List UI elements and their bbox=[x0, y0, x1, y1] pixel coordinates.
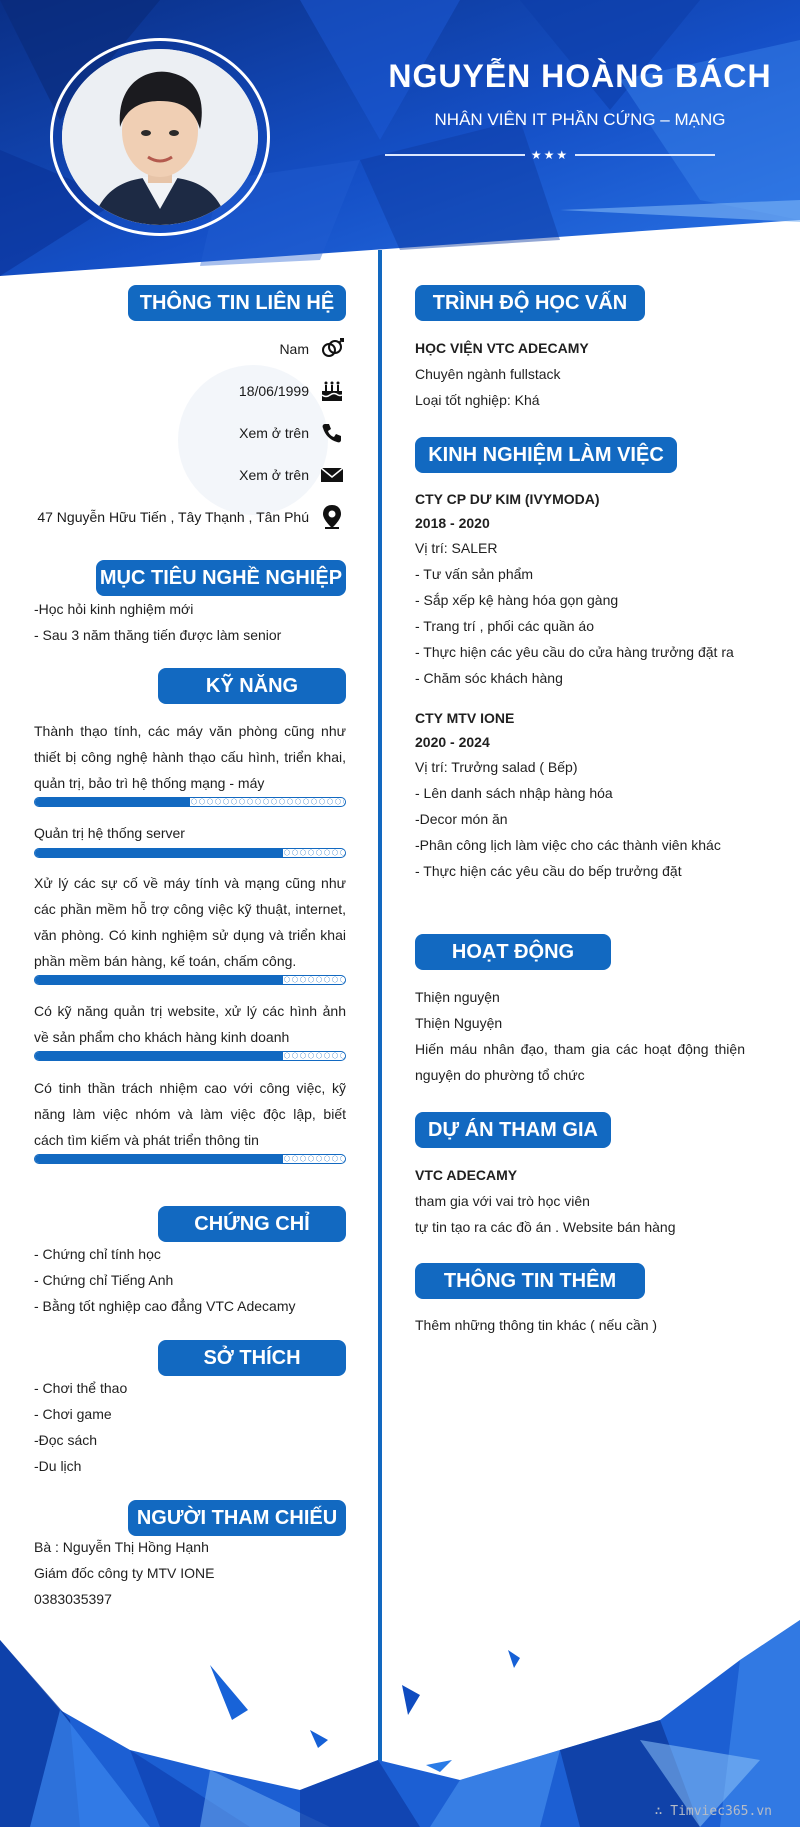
skill-fill bbox=[35, 1052, 283, 1060]
skill-text: Có tinh thần trách nhiệm cao với công việc, kỹ năng làm việc nhóm và làm việc độc lập, biết cách tìm kiếm và phát triển thông tin bbox=[34, 1080, 346, 1148]
candidate-name: NGUYỄN HOÀNG BÁCH bbox=[388, 58, 772, 94]
section-heading-education: TRÌNH ĐỘ HỌC VẤN bbox=[415, 285, 645, 321]
job-line: - Thực hiện các yêu cầu do cửa hàng trưởng đặt ra bbox=[415, 644, 734, 660]
project-line: tham gia với vai trò học viên bbox=[415, 1193, 590, 1209]
education-major: Chuyên ngành fullstack bbox=[415, 366, 561, 382]
skill-bar bbox=[34, 848, 346, 858]
contact-birthday bbox=[239, 376, 345, 406]
address-value: 47 Nguyễn Hữu Tiến , Tây Thạnh , Tân Phú bbox=[37, 509, 309, 525]
footer-decoration bbox=[0, 1600, 800, 1827]
education-school: HỌC VIỆN VTC ADECAMY bbox=[415, 340, 589, 356]
skill-fill bbox=[35, 976, 283, 984]
extra-line: Thêm những thông tin khác ( nếu cần ) bbox=[415, 1317, 658, 1333]
cake-icon bbox=[319, 378, 345, 404]
contact-address bbox=[37, 502, 345, 532]
section-heading-references: NGƯỜI THAM CHIẾU bbox=[128, 1500, 346, 1536]
birthday-value: 18/06/1999 bbox=[238, 383, 309, 399]
skill-bar bbox=[34, 975, 346, 985]
certificate-line: - Bằng tốt nghiệp cao đẳng VTC Adecamy bbox=[34, 1298, 296, 1314]
skill-text: Xử lý các sự cố về máy tính và mạng cũng như các phần mềm hỗ trợ công việc kỹ thuật, internet, văn phòng. Có kinh nghiệm sử dụng và triển khai phần mềm bán hàng, kế toán, chấm công. bbox=[34, 875, 346, 969]
skill-dots bbox=[283, 1155, 345, 1163]
section-heading-experience: KINH NGHIỆM LÀM VIỆC bbox=[415, 437, 677, 473]
gender-icon bbox=[319, 336, 345, 362]
location-pin-icon bbox=[319, 504, 345, 530]
skill-fill bbox=[35, 798, 190, 806]
certificate-line: - Chứng chỉ tính học bbox=[34, 1246, 161, 1262]
reference-line: 0383035397 bbox=[34, 1591, 112, 1607]
skill-fill bbox=[35, 849, 283, 857]
title-ornament bbox=[385, 148, 715, 162]
job-line: -Decor món ăn bbox=[415, 811, 508, 827]
contact-gender bbox=[279, 334, 345, 364]
skill-text: Thành thạo tính, các máy văn phòng cũng như thiết bị công nghệ hành thạo cấu hình, triển khai, quản trị, bảo trì hệ thống mạng - máy bbox=[34, 723, 346, 791]
hobby-line: -Đọc sách bbox=[34, 1432, 98, 1448]
skill-fill bbox=[35, 1155, 283, 1163]
skill-dots bbox=[283, 1052, 345, 1060]
skill-bar bbox=[34, 797, 346, 807]
activity-line: Hiến máu nhân đạo, tham gia các hoạt động thiện nguyện do phường tổ chức bbox=[415, 1041, 745, 1083]
avatar-frame bbox=[50, 38, 270, 236]
column-divider bbox=[378, 250, 382, 1770]
education-grade: Loại tốt nghiệp: Khá bbox=[415, 392, 540, 408]
job-line: - Tư vấn sản phẩm bbox=[415, 566, 534, 582]
job-line: - Chăm sóc khách hàng bbox=[415, 670, 563, 686]
skill-dots bbox=[190, 798, 345, 806]
job-line: - Lên danh sách nhập hàng hóa bbox=[415, 785, 613, 801]
job-period: 2020 - 2024 bbox=[415, 734, 490, 750]
section-heading-objective: MỤC TIÊU NGHỀ NGHIỆP bbox=[96, 560, 346, 596]
hobby-line: - Chơi thể thao bbox=[34, 1380, 128, 1396]
project-title: VTC ADECAMY bbox=[415, 1167, 518, 1183]
hobby-line: - Chơi game bbox=[34, 1406, 112, 1422]
job-line: Vị trí: Trưởng salad ( Bếp) bbox=[415, 759, 578, 775]
section-heading-extra: THÔNG TIN THÊM bbox=[415, 1263, 645, 1299]
section-heading-activities: HOẠT ĐỘNG bbox=[415, 934, 611, 970]
job-line: - Thực hiện các yêu cầu do bếp trưởng đặt bbox=[415, 863, 682, 879]
skill-dots bbox=[283, 849, 345, 857]
gender-value: Nam bbox=[279, 341, 309, 357]
stars-ornament: ★★★ bbox=[530, 148, 570, 162]
email-value: Xem ở trên bbox=[239, 467, 309, 483]
contact-email bbox=[239, 460, 345, 490]
section-heading-certificates: CHỨNG CHỈ bbox=[158, 1206, 346, 1242]
phone-icon bbox=[319, 420, 345, 446]
skill-text: Quản trị hệ thống server bbox=[34, 825, 185, 841]
skill-dots bbox=[283, 976, 345, 984]
job-title: NHÂN VIÊN IT PHẦN CỨNG – MẠNG bbox=[434, 110, 726, 129]
reference-line: Giám đốc công ty MTV IONE bbox=[34, 1565, 215, 1581]
project-line: tự tin tạo ra các đồ án . Website bán hàng bbox=[415, 1219, 676, 1235]
job-company: CTY MTV IONE bbox=[415, 710, 515, 726]
job-company: CTY CP DƯ KIM (IVYMODA) bbox=[415, 491, 600, 507]
skill-bar bbox=[34, 1154, 346, 1164]
job-period: 2018 - 2020 bbox=[415, 515, 490, 531]
section-heading-projects: DỰ ÁN THAM GIA bbox=[415, 1112, 611, 1148]
phone-value: Xem ở trên bbox=[239, 425, 309, 441]
hobby-line: -Du lịch bbox=[34, 1458, 82, 1474]
footer-watermark: ∴ Timviec365.vn bbox=[654, 1804, 772, 1819]
objective-line: - Sau 3 năm thăng tiến được làm senior bbox=[34, 627, 282, 643]
job-line: -Phân công lịch làm việc cho các thành viên khác bbox=[415, 837, 721, 853]
section-heading-hobbies: SỞ THÍCH bbox=[158, 1340, 346, 1376]
skill-bar bbox=[34, 1051, 346, 1061]
activity-line: Thiện nguyện bbox=[415, 989, 500, 1005]
contact-phone bbox=[239, 418, 345, 448]
skill-text: Có kỹ năng quản trị website, xử lý các hình ảnh về sản phẩm cho khách hàng kinh doanh bbox=[34, 1003, 346, 1045]
envelope-icon bbox=[319, 462, 345, 488]
section-heading-skills: KỸ NĂNG bbox=[158, 668, 346, 704]
avatar bbox=[62, 49, 258, 225]
job-line: Vị trí: SALER bbox=[415, 540, 498, 556]
section-heading-contact: THÔNG TIN LIÊN HỆ bbox=[128, 285, 346, 321]
job-line: - Trang trí , phối các quần áo bbox=[415, 618, 594, 634]
reference-line: Bà : Nguyễn Thị Hồng Hạnh bbox=[34, 1539, 209, 1555]
job-line: - Sắp xếp kệ hàng hóa gọn gàng bbox=[415, 592, 619, 608]
activity-line: Thiện Nguyện bbox=[415, 1015, 503, 1031]
certificate-line: - Chứng chỉ Tiếng Anh bbox=[34, 1272, 174, 1288]
objective-line: -Học hỏi kinh nghiệm mới bbox=[34, 601, 194, 617]
